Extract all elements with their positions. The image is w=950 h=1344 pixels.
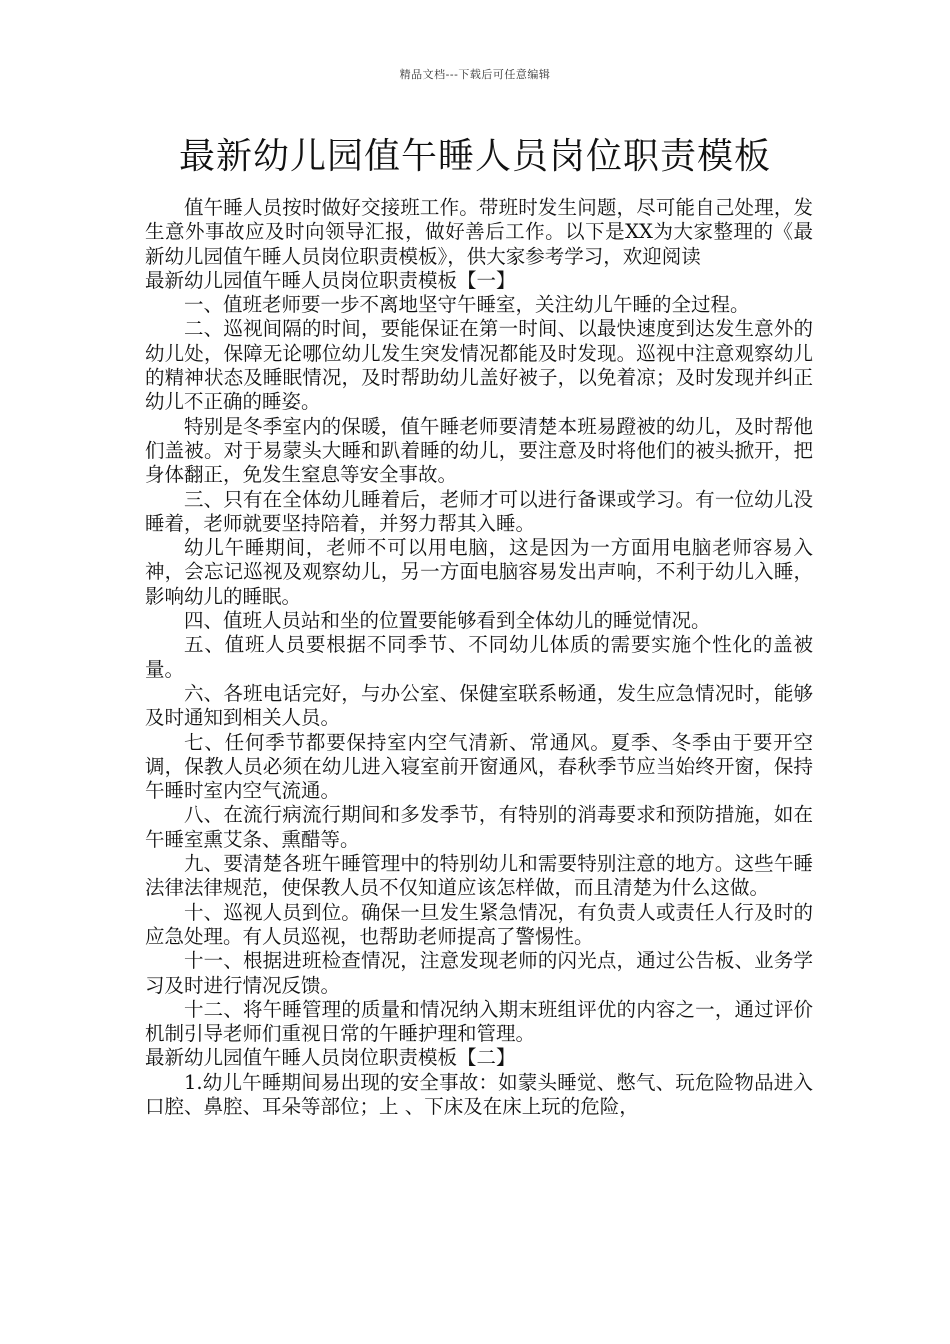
paragraph: 六、各班电话完好，与办公室、保健室联系畅通，发生应急情况时，能够及时通知到相关人员。 [145,681,813,730]
paragraph: 八、在流行病流行期间和多发季节，有特别的消毒要求和预防措施，如在午睡室熏艾条、熏醋等。 [145,803,813,851]
document-title: 最新幼儿园值午睡人员岗位职责模板 [178,136,771,177]
paragraph: 四、值班人员站和坐的位置要能够看到全体幼儿的睡觉情况。 [184,609,711,633]
intro-paragraph: 值午睡人员按时做好交接班工作。带班时发生问题，尽可能自己处理，发生意外事故应及时向领导汇报，做好善后工作。以下是XX为大家整理的《最新幼儿园值午睡人员岗位职责模板》，供大家参考学习，欢迎阅读 [145,196,813,268]
section-heading-1: 最新幼儿园值午睡人员岗位职责模板【一】 [145,268,516,292]
paragraph: 十一、根据进班检查情况，注意发现老师的闪光点，通过公告板、业务学习及时进行情况反馈。 [145,949,813,997]
paragraph: 1.幼儿午睡期间易出现的安全事故：如蒙头睡觉、憋气、玩危险物品进入口腔、鼻腔、耳朵等部位；上 、下床及在床上玩的危险， [145,1070,813,1118]
paragraph: 一、值班老师要一步不离地坚守午睡室，关注幼儿午睡的全过程。 [184,293,750,317]
paragraph: 九、要清楚各班午睡管理中的特别幼儿和需要特别注意的地方。这些午睡法律法律规范，使保教人员不仅知道应该怎样做，而且清楚为什么这做。 [145,852,813,900]
paragraph: 五、值班人员要根据不同季节、不同幼儿体质的需要实施个性化的盖被量。 [145,633,813,681]
paragraph: 七、任何季节都要保持室内空气清新、常通风。夏季、冬季由于要开空调，保教人员必须在幼儿进入寝室前开窗通风，春秋季节应当始终开窗，保持午睡时室内空气流通。 [145,730,813,803]
paragraph: 特别是冬季室内的保暖，值午睡老师要清楚本班易蹬被的幼儿，及时帮他们盖被。对于易蒙头大睡和趴着睡的幼儿，要注意及时将他们的被头掀开，把身体翻正，免发生窒息等安全事故。 [145,414,813,487]
paragraph: 二、巡视间隔的时间，要能保证在第一时间、以最快速度到达发生意外的幼儿处，保障无论哪位幼儿发生突发情况都能及时发现。巡视中注意观察幼儿的精神状态及睡眠情况，及时帮助幼儿盖好被子，以免着凉；及时发现并纠正幼儿不正确的睡姿。 [145,317,813,414]
section-heading-2: 最新幼儿园值午睡人员岗位职责模板【二】 [145,1046,516,1070]
paragraph: 幼儿午睡期间，老师不可以用电脑，这是因为一方面用电脑老师容易入神，会忘记巡视及观察幼儿，另一方面电脑容易发出声响，不利于幼儿入睡，影响幼儿的睡眠。 [145,536,813,608]
paragraph: 十二、将午睡管理的质量和情况纳入期末班组评优的内容之一，通过评价机制引导老师们重视日常的午睡护理和管理。 [145,997,813,1046]
header-note: 精品文档---下载后可任意编辑 [399,68,551,81]
paragraph: 十、巡视人员到位。确保一旦发生紧急情况，有负责人或责任人行及时的应急处理。有人员巡视，也帮助老师提高了警惕性。 [145,900,813,948]
paragraph: 三、只有在全体幼儿睡着后，老师才可以进行备课或学习。有一位幼儿没睡着，老师就要坚持陪着，并努力帮其入睡。 [145,487,813,535]
document-body [145,196,813,1119]
